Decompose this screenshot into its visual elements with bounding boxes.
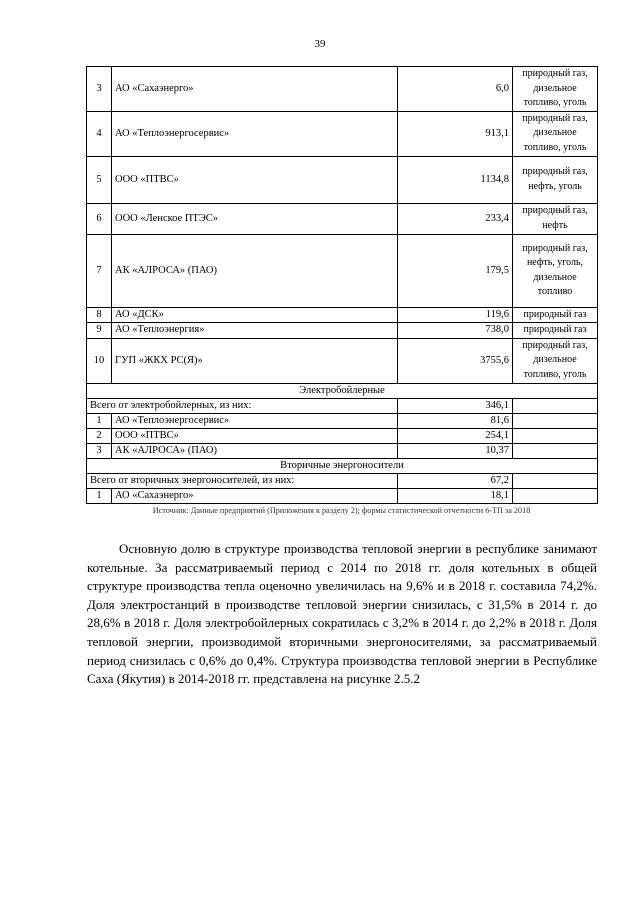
fuel-type: природный газ, дизельное топливо, уголь (513, 111, 598, 156)
empty-cell (513, 488, 598, 503)
fuel-type: природный газ, дизельное топливо, уголь (513, 338, 598, 383)
company-name: ООО «Ленское ПТЭС» (112, 203, 398, 234)
company-name: АО «ДСК» (112, 307, 398, 323)
heat-value: 119,6 (398, 307, 513, 323)
section-header-secondary: Вторичные энергоносители (87, 458, 598, 473)
empty-cell (513, 473, 598, 488)
row-number: 7 (87, 234, 112, 307)
row-number: 1 (87, 413, 112, 428)
heat-value: 6,0 (398, 67, 513, 112)
row-number: 2 (87, 428, 112, 443)
heat-value: 913,1 (398, 111, 513, 156)
company-name: ГУП «ЖКХ РС(Я)» (112, 338, 398, 383)
empty-cell (513, 428, 598, 443)
table-row (87, 307, 598, 323)
heat-value: 1134,8 (398, 156, 513, 203)
row-number: 3 (87, 67, 112, 112)
heat-value: 81,6 (398, 413, 513, 428)
table-row (87, 203, 598, 234)
fuel-type: природный газ, дизельное топливо, уголь (513, 67, 598, 112)
fuel-type: природный газ (513, 307, 598, 323)
table-row (87, 323, 598, 339)
heat-value: 738,0 (398, 323, 513, 339)
total-row (87, 473, 598, 488)
section-header-electro: Электробойлерные (87, 383, 598, 398)
company-name: АК «АЛРОСА» (ПАО) (112, 234, 398, 307)
section-header-row (87, 458, 598, 473)
table-row (87, 111, 598, 156)
total-label: Всего от электробойлерных, из них: (87, 398, 398, 413)
heat-production-table (86, 66, 598, 504)
page-number: 39 (314, 38, 326, 50)
row-number: 8 (87, 307, 112, 323)
body-paragraph: Основную долю в структуре производства тепловой энергии в республике занимают котельные. За рассматриваемый период с 2014 по 2018 гг. доля котельных в общей структуре производства тепла оценочно увеличилась на 9,6% и в 2018 г. составила 74,2%. Доля электростанций в производстве тепловой энергии снизилась, с 31,5% в 2014 г. до 28,6% в 2018 г. Доля электробойлерных сократилась с 3,2% в 2014 г. до 2,2% в 2018 г. Доля тепловой энергии, производимой вторичными энергоносителями, за рассматриваемый период снизилась с 0,6% до 0,4%. Структура производства тепловой энергии в Республике Саха (Якутия) в 2014-2018 гг. представлена на рисунке 2.5.2 (87, 541, 597, 687)
heat-value: 254,1 (398, 428, 513, 443)
heat-value: 179,5 (398, 234, 513, 307)
company-name: АО «Теплоэнергосервис» (112, 111, 398, 156)
empty-cell (513, 413, 598, 428)
table-row (87, 156, 598, 203)
row-number: 1 (87, 488, 112, 503)
table-row (87, 234, 598, 307)
heat-value: 233,4 (398, 203, 513, 234)
table-row (87, 67, 598, 112)
heat-value: 18,1 (398, 488, 513, 503)
company-name: ООО «ПТВС» (112, 428, 398, 443)
total-value: 67,2 (398, 473, 513, 488)
heat-value: 10,37 (398, 443, 513, 458)
row-number: 3 (87, 443, 112, 458)
company-name: АО «Теплоэнергосервис» (112, 413, 398, 428)
table-row (87, 488, 598, 503)
row-number: 6 (87, 203, 112, 234)
row-number: 10 (87, 338, 112, 383)
company-name: АО «Сахаэнерго» (112, 67, 398, 112)
table-row (87, 338, 598, 383)
row-number: 5 (87, 156, 112, 203)
table-row (87, 443, 598, 458)
company-name: АО «Сахаэнерго» (112, 488, 398, 503)
table-source-note: Источник: Данные предприятий (Приложения к разделу 2); формы статистической отчетности 6-ТП за 2018 (152, 506, 531, 515)
company-name: АО «Теплоэнергия» (112, 323, 398, 339)
row-number: 4 (87, 111, 112, 156)
total-label: Всего от вторичных энергоносителей, из них: (87, 473, 398, 488)
heat-value: 3755,6 (398, 338, 513, 383)
fuel-type: природный газ, нефть, уголь, дизельное топливо (513, 234, 598, 307)
table-row (87, 428, 598, 443)
empty-cell (513, 443, 598, 458)
empty-cell (513, 398, 598, 413)
company-name: ООО «ПТВС» (112, 156, 398, 203)
fuel-type: природный газ (513, 323, 598, 339)
company-name: АК «АЛРОСА» (ПАО) (112, 443, 398, 458)
total-row (87, 398, 598, 413)
total-value: 346,1 (398, 398, 513, 413)
row-number: 9 (87, 323, 112, 339)
fuel-type: природный газ, нефть, уголь (513, 156, 598, 203)
section-header-row (87, 383, 598, 398)
fuel-type: природный газ, нефть (513, 203, 598, 234)
table-row (87, 413, 598, 428)
